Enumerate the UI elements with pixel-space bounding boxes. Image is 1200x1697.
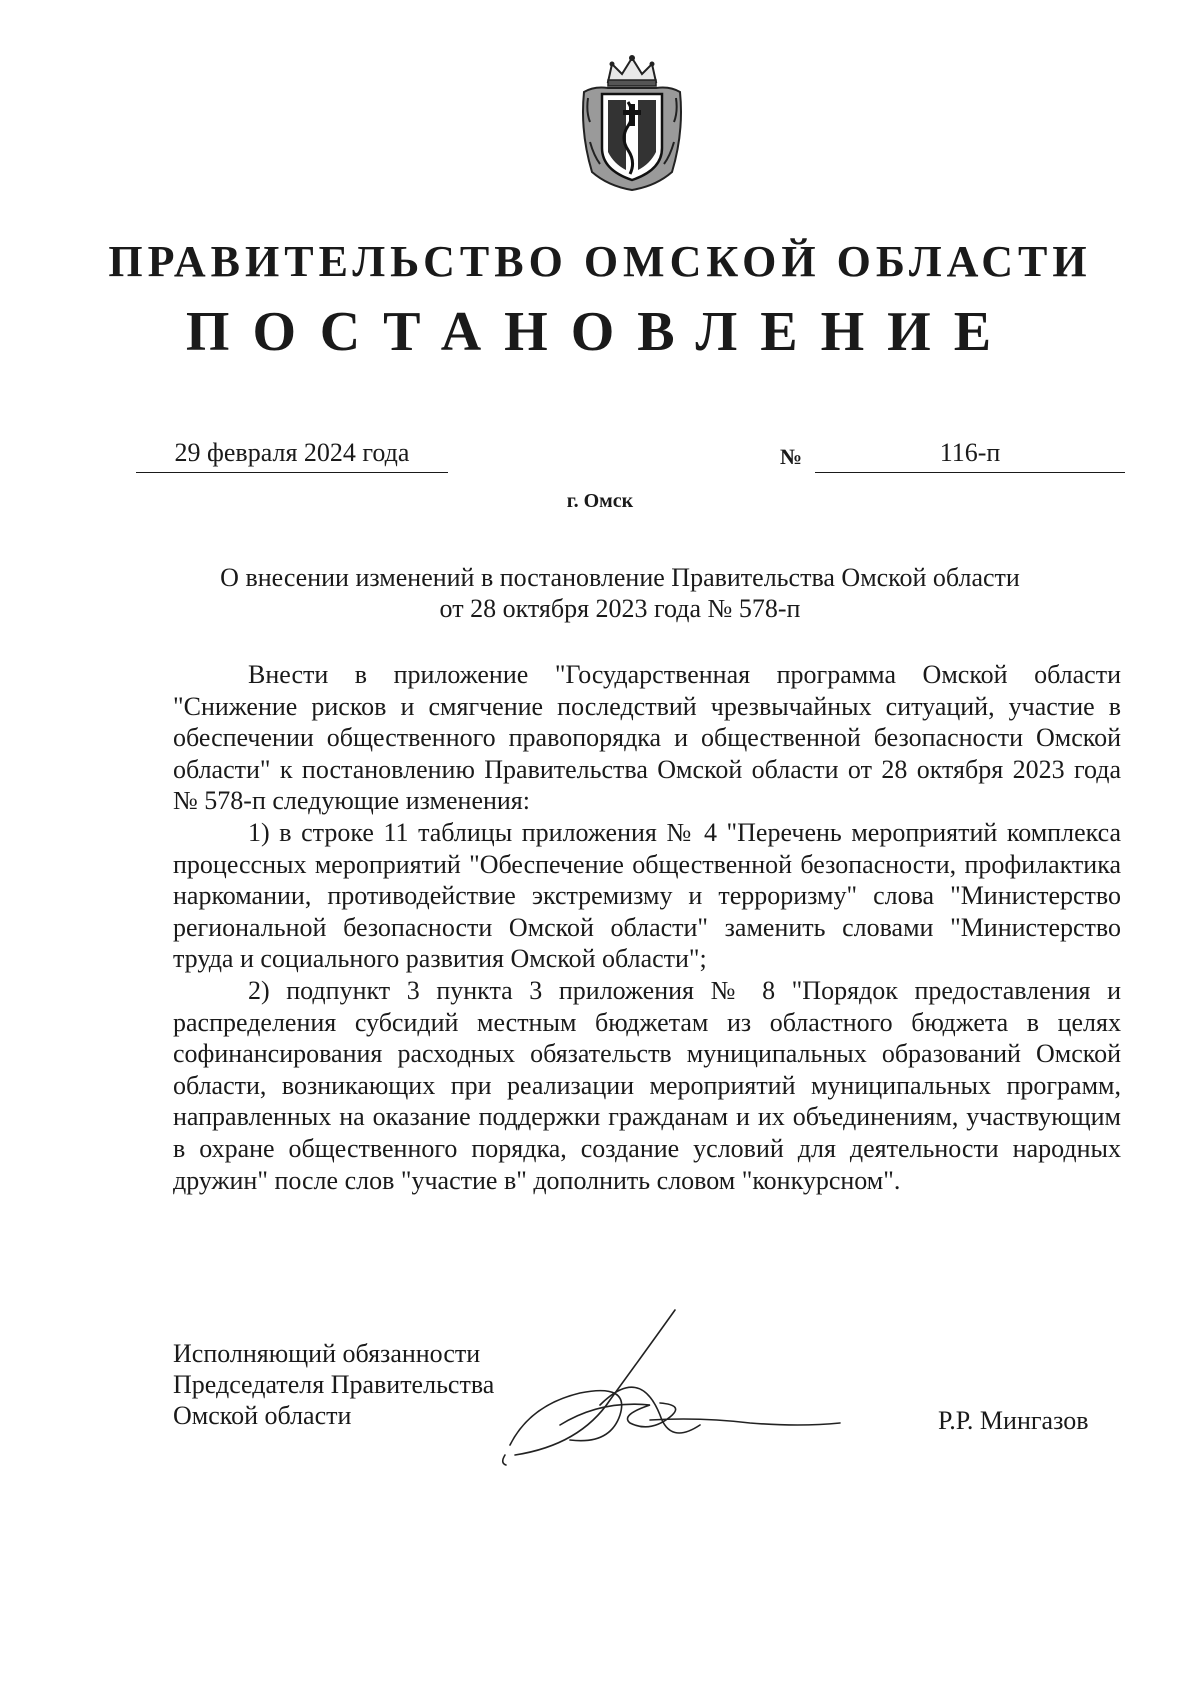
body-paragraph: 1) в строке 11 таблицы приложения № 4 "Перечень мероприятий комплекса процессных мероприятий "Обеспечение общественной безопасности, профилактика наркомании, противодействие экстремизму и терроризму" слова "Министерство региональной безопасности Омской области" заменить словами "Министерство труда и социального развития Омской области"; [173, 817, 1121, 974]
signer-position-line: Исполняющий обязанности [173, 1339, 481, 1368]
signer-name: Р.Р. Мингазов [938, 1406, 1089, 1435]
heading-line-1: О внесении изменений в постановление Правительства Омской области [220, 563, 1020, 592]
signer-position [173, 1338, 494, 1431]
document-number: 116-п [815, 438, 1125, 473]
body-paragraph: Внести в приложение "Государственная программа Омской области "Снижение рисков и смягчение последствий чрезвычайных ситуаций, участие в обеспечении общественного правопорядка и общественной безопасности Омской области" к постановлению Правительства Омской области от 28 октября 2023 года № 578-п следующие изменения: [173, 660, 1121, 816]
document-body [173, 659, 1121, 1196]
document-type-title: ПОСТАНОВЛЕНИЕ [185, 301, 1015, 363]
body-paragraph: 2) подпункт 3 пункта 3 приложения № 8 "Порядок предоставления и распределения субсидий местным бюджетам из областного бюджета в целях софинансирования расходных обязательств муниципальных образований Омской области, возникающих при реализации мероприятий муниципальных программ, направленных на оказание поддержки гражданам и их объединениям, участвующим в охране общественного порядка, создание условий для деятельности народных дружин" после слов "участие в" дополнить словом "конкурсном". [173, 975, 1121, 1195]
handwritten-signature [500, 1305, 920, 1475]
document-date: 29 февраля 2024 года [136, 438, 448, 473]
heading-line-2: от 28 октября 2023 года № 578-п [439, 594, 801, 623]
document-heading [180, 562, 1060, 624]
coat-of-arms-emblem [578, 52, 686, 192]
signer-position-line: Омской области [173, 1401, 352, 1430]
number-label: № [780, 444, 803, 469]
signer-position-line: Председателя Правительства [173, 1370, 495, 1399]
city-label: г. Омск [566, 490, 634, 512]
organization-title: ПРАВИТЕЛЬСТВО ОМСКОЙ ОБЛАСТИ [108, 237, 1092, 286]
